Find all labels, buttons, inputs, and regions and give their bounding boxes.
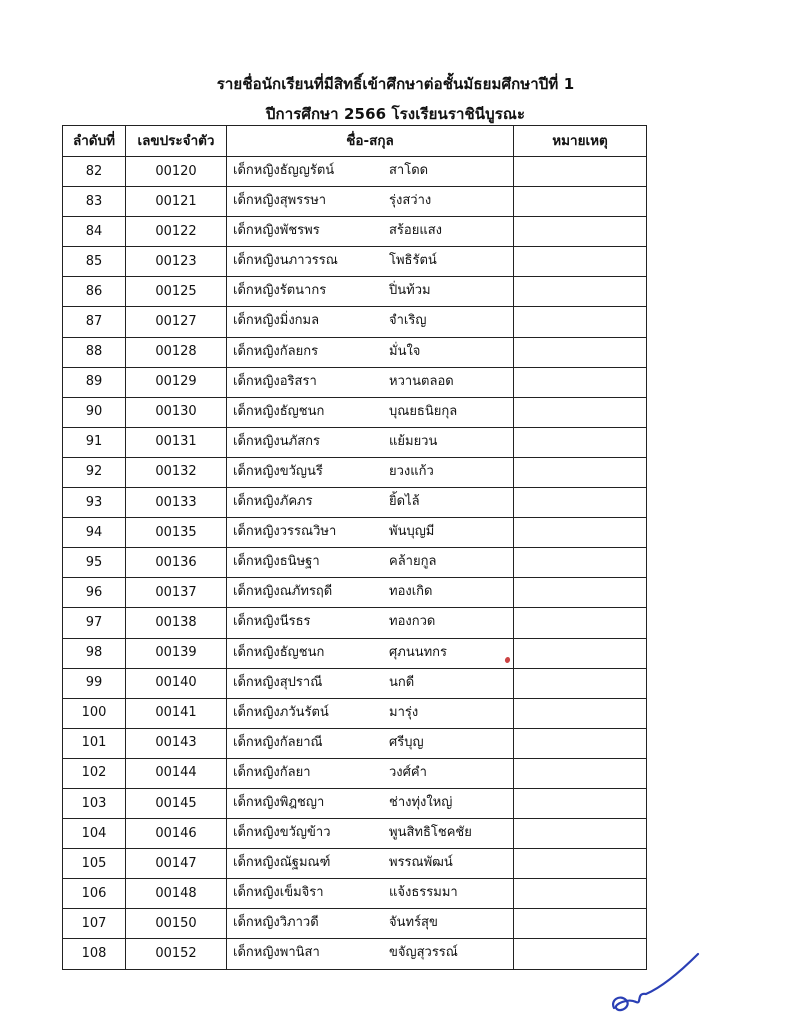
row-number: 102 [63,758,126,788]
header-full-name: ชื่อ-สกุล [227,126,514,157]
row-number: 105 [63,849,126,879]
remark-cell [514,909,647,939]
student-id: 00136 [126,548,227,578]
student-last-name: สร้อยแสง [389,223,443,239]
table-row [63,849,647,879]
student-first-name: เด็กหญิงสุปราณี [233,674,323,690]
student-id: 00121 [126,187,227,217]
student-name-cell [227,849,514,879]
student-name-cell [227,638,514,668]
row-number: 91 [63,427,126,457]
student-id: 00122 [126,217,227,247]
student-name-cell [227,488,514,518]
row-number: 103 [63,788,126,818]
row-number: 87 [63,307,126,337]
student-first-name: เด็กหญิงนภาวรรณ [233,253,338,269]
row-number: 89 [63,367,126,397]
table-header-row [63,126,647,157]
document-subtitle: ปีการศึกษา 2566 โรงเรียนราชินีบูรณะ [265,105,526,123]
student-last-name: พรรณพัฒน์ [389,855,453,871]
student-last-name: ปิ่นท้วม [389,283,431,299]
table-row [63,819,647,849]
student-last-name: มั่นใจ [389,343,421,359]
student-id: 00130 [126,397,227,427]
student-id: 00128 [126,337,227,367]
student-name-cell [227,307,514,337]
student-name-cell [227,608,514,638]
student-id: 00144 [126,758,227,788]
student-id: 00143 [126,728,227,758]
student-first-name: เด็กหญิงวรรณวิษา [233,524,337,540]
remark-cell [514,367,647,397]
table-row [63,939,647,969]
student-first-name: เด็กหญิงธัญญรัตน์ [233,163,335,178]
student-name-cell [227,728,514,758]
student-id: 00145 [126,788,227,818]
table-row [63,909,647,939]
student-name-cell [227,698,514,728]
student-roster-table [62,125,647,970]
student-first-name: เด็กหญิงนีรธร [233,614,311,630]
student-name-cell [227,367,514,397]
student-first-name: เด็กหญิงเข็มจิรา [233,885,324,901]
student-name-cell [227,457,514,487]
table-row [63,548,647,578]
header-number: ลำดับที่ [63,126,126,157]
remark-cell [514,518,647,548]
student-name-cell [227,157,514,187]
student-name-cell [227,758,514,788]
student-last-name: โพธิรัตน์ [389,253,437,269]
row-number: 88 [63,337,126,367]
remark-cell [514,728,647,758]
student-name-cell [227,427,514,457]
student-first-name: เด็กหญิงขวัญข้าว [233,825,331,841]
student-name-cell [227,277,514,307]
remark-cell [514,187,647,217]
table-row [63,668,647,698]
row-number: 96 [63,578,126,608]
remark-cell [514,668,647,698]
remark-cell [514,698,647,728]
row-number: 106 [63,879,126,909]
student-last-name: ศุภนนทกร [389,644,448,660]
remark-cell [514,157,647,187]
student-last-name: มารุ่ง [389,704,419,720]
student-last-name: พันบุญมี [389,524,435,540]
table-row [63,728,647,758]
student-first-name: เด็กหญิงรัตนากร [233,283,327,299]
remark-cell [514,488,647,518]
student-name-cell [227,578,514,608]
remark-cell [514,608,647,638]
student-first-name: เด็กหญิงพานิสา [233,945,320,961]
student-id: 00129 [126,367,227,397]
student-name-cell [227,879,514,909]
remark-cell [514,548,647,578]
student-name-cell [227,788,514,818]
row-number: 99 [63,668,126,698]
student-id: 00137 [126,578,227,608]
student-id: 00148 [126,879,227,909]
student-name-cell [227,247,514,277]
student-last-name: พูนสิทธิโชคชัย [389,825,472,841]
student-first-name: เด็กหญิงกัลยาณี [233,734,323,750]
student-first-name: เด็กหญิงณัฐมณฑ์ [233,855,331,871]
student-last-name: บุณยธนิยกุล [389,403,458,419]
table-row [63,427,647,457]
remark-cell [514,217,647,247]
remark-cell [514,337,647,367]
student-first-name: เด็กหญิงวิภาวดี [233,915,319,931]
remark-cell [514,307,647,337]
student-id: 00140 [126,668,227,698]
student-id: 00132 [126,457,227,487]
student-first-name: เด็กหญิงณภัทรฤดี [233,584,333,600]
table-row [63,307,647,337]
table-row [63,367,647,397]
student-last-name: จำเริญ [389,313,427,329]
student-last-name: แย้มยวน [389,433,438,449]
remark-cell [514,638,647,668]
student-last-name: ขจัญสุวรรณ์ [389,945,458,961]
student-last-name: คล้ายกูล [389,554,437,570]
student-id: 00120 [126,157,227,187]
student-id: 00133 [126,488,227,518]
table-row [63,457,647,487]
table-row [63,578,647,608]
student-last-name: แจ้งธรรมมา [389,885,458,901]
remark-cell [514,849,647,879]
student-name-cell [227,939,514,969]
student-last-name: สาโดด [389,163,429,178]
remark-cell [514,397,647,427]
student-last-name: ยิ้ดไล้ [389,494,420,510]
student-last-name: หวานตลอด [389,373,454,389]
table-row [63,698,647,728]
student-last-name: นกดี [389,674,415,690]
student-first-name: เด็กหญิงกัลยา [233,764,311,780]
header-student-id: เลขประจำตัว [126,126,227,157]
student-name-cell [227,217,514,247]
row-number: 86 [63,277,126,307]
table-row [63,488,647,518]
student-first-name: เด็กหญิงขวัญนรี [233,463,323,479]
table-row [63,157,647,187]
remark-cell [514,247,647,277]
student-last-name: ทองกวด [389,614,436,630]
row-number: 93 [63,488,126,518]
remark-cell [514,277,647,307]
student-id: 00139 [126,638,227,668]
student-last-name: ทองเกิด [389,584,433,600]
table-row [63,788,647,818]
student-first-name: เด็กหญิงพัชรพร [233,223,320,239]
signature-scribble [606,948,706,1018]
student-id: 00125 [126,277,227,307]
row-number: 83 [63,187,126,217]
student-first-name: เด็กหญิงพิฎชญา [233,794,325,810]
student-last-name: วงศ์คำ [389,764,427,780]
student-name-cell [227,819,514,849]
table-body [63,157,647,970]
row-number: 95 [63,548,126,578]
student-first-name: เด็กหญิงธัญชนก [233,644,325,660]
student-name-cell [227,668,514,698]
table-row [63,638,647,668]
student-first-name: เด็กหญิงอริสรา [233,373,317,389]
row-number: 84 [63,217,126,247]
student-first-name: เด็กหญิงธัญชนก [233,403,325,419]
student-id: 00138 [126,608,227,638]
table-row [63,277,647,307]
remark-cell [514,758,647,788]
student-last-name: ยวงแก้ว [389,463,434,479]
row-number: 85 [63,247,126,277]
table-row [63,758,647,788]
student-id: 00123 [126,247,227,277]
student-last-name: ศรีบุญ [389,734,424,750]
student-id: 00135 [126,518,227,548]
remark-cell [514,578,647,608]
row-number: 100 [63,698,126,728]
row-number: 101 [63,728,126,758]
remark-cell [514,788,647,818]
table-row [63,187,647,217]
student-name-cell [227,548,514,578]
student-id: 00152 [126,939,227,969]
table-row [63,879,647,909]
student-id: 00146 [126,819,227,849]
document-title: รายชื่อนักเรียนที่มีสิทธิ์เข้าศึกษาต่อชั้นมัธยมศึกษาปีที่ 1 [216,75,575,93]
remark-cell [514,427,647,457]
row-number: 97 [63,608,126,638]
student-id: 00141 [126,698,227,728]
student-name-cell [227,187,514,217]
student-name-cell [227,337,514,367]
table-row [63,337,647,367]
table-row [63,518,647,548]
student-id: 00131 [126,427,227,457]
row-number: 90 [63,397,126,427]
student-first-name: เด็กหญิงภวันรัตน์ [233,704,329,720]
student-first-name: เด็กหญิงกัลยกร [233,343,319,359]
student-first-name: เด็กหญิงธนิษฐา [233,554,320,570]
remark-cell [514,879,647,909]
row-number: 108 [63,939,126,969]
student-name-cell [227,397,514,427]
student-name-cell [227,518,514,548]
student-id: 00150 [126,909,227,939]
student-id: 00147 [126,849,227,879]
student-name-cell [227,909,514,939]
table-row [63,247,647,277]
remark-cell [514,457,647,487]
student-first-name: เด็กหญิงภัคภร [233,494,313,510]
table-row [63,397,647,427]
table-row [63,217,647,247]
student-last-name: ช่างทุ่งใหญ่ [389,794,453,810]
row-number: 107 [63,909,126,939]
student-last-name: รุ่งสว่าง [389,193,432,209]
table-row [63,608,647,638]
row-number: 82 [63,157,126,187]
row-number: 98 [63,638,126,668]
remark-cell [514,819,647,849]
student-last-name: จันทร์สุข [389,915,438,931]
header-remark: หมายเหตุ [514,126,647,157]
student-first-name: เด็กหญิงนภัสกร [233,433,320,449]
row-number: 104 [63,819,126,849]
student-first-name: เด็กหญิงมิ่งกมล [233,313,320,329]
row-number: 94 [63,518,126,548]
student-first-name: เด็กหญิงสุพรรษา [233,193,327,209]
row-number: 92 [63,457,126,487]
student-id: 00127 [126,307,227,337]
